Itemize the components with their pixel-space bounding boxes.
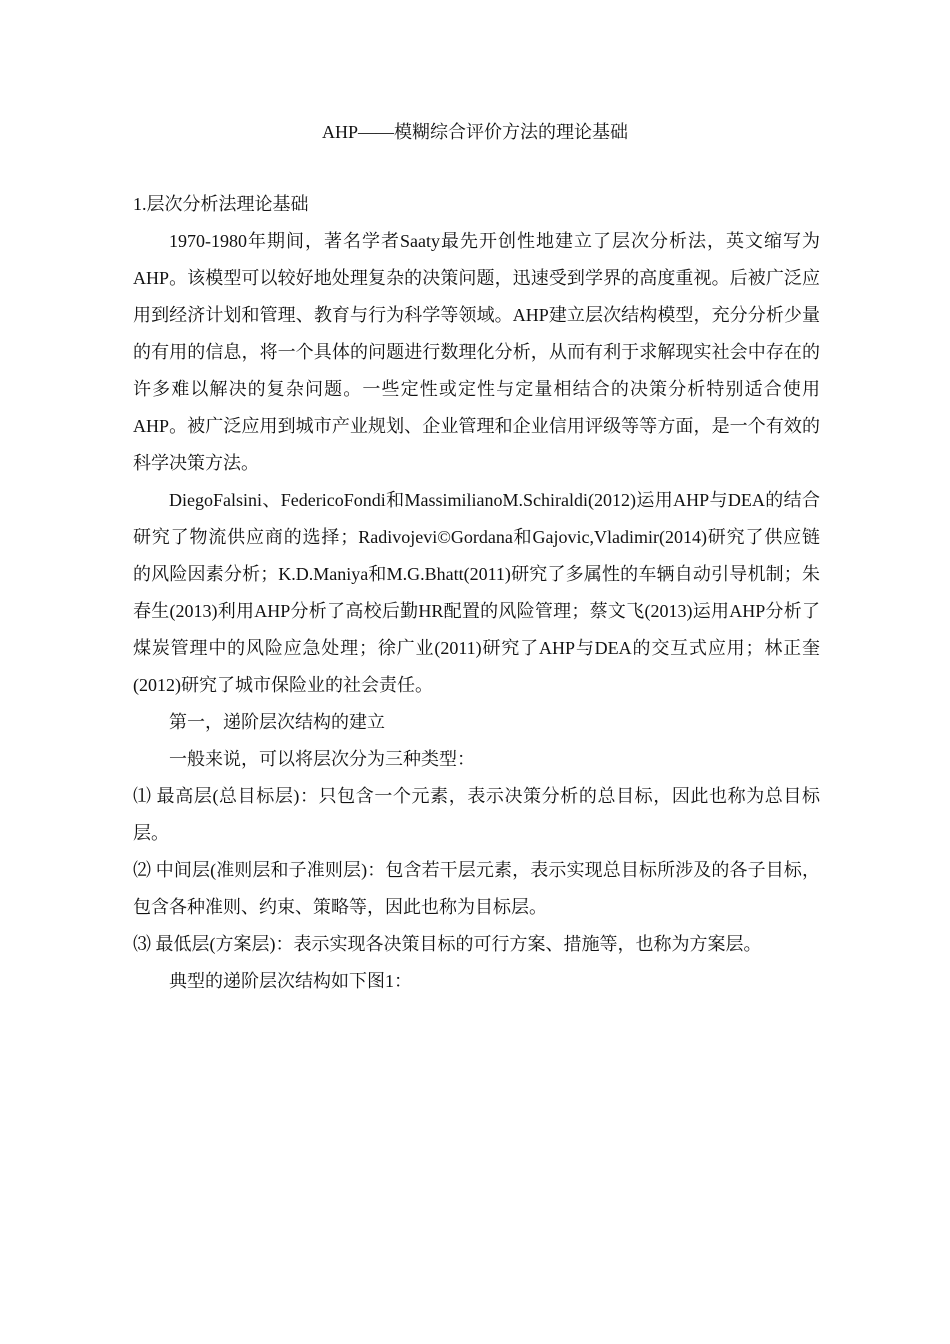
list-item-level-middle: ⑵ 中间层(准则层和子准则层)：包含若干层元素，表示实现总目标所涉及的各子目标，包含各种准则、约束、策略等，因此也称为目标层。 [133, 860, 820, 917]
paragraph-literature: DiegoFalsini、FedericoFondi和MassimilianoM.Schiraldi(2012)运用AHP与DEA的结合研究了物流供应商的选择；Radivojevi©Gordana和Gajovic,Vladimir(2014)研究了供应链的风险因素分析；K.D.Maniya和M.G.Bhatt(2011)研究了多属性的车辆自动引导机制；朱春生(2013)利用AHP分析了高校后勤HR配置的风险管理；蔡文飞(2013)运用AHP分析了煤炭管理中的风险应急处理；徐广业(2011)研究了AHP与DEA的交互式应用；林正奎(2012)研究了城市保险业的社会责任。 [133, 490, 820, 695]
document-title: AHP——模糊综合评价方法的理论基础 [321, 122, 628, 142]
paragraph-step-one: 第一，递阶层次结构的建立 [169, 712, 385, 732]
document-body [133, 186, 820, 1000]
paragraph-types-intro: 一般来说，可以将层次分为三种类型： [169, 749, 475, 769]
paragraph-figure-intro: 典型的递阶层次结构如下图1： [169, 971, 412, 991]
list-item-level-top: ⑴ 最高层(总目标层)：只包含一个元素，表示决策分析的总目标，因此也称为总目标层。 [133, 786, 820, 843]
paragraph-intro: 1970-1980年期间，著名学者Saaty最先开创性地建立了层次分析法，英文缩写为AHP。该模型可以较好地处理复杂的决策问题，迅速受到学界的高度重视。后被广泛应用到经济计划和管理、教育与行为科学等领域。AHP建立层次结构模型，充分分析少量的有用的信息，将一个具体的问题进行数理化分析，从而有利于求解现实社会中存在的许多难以解决的复杂问题。一些定性或定性与定量相结合的决策分析特别适合使用AHP。被广泛应用到城市产业规划、企业管理和企业信用评级等等方面，是一个有效的科学决策方法。 [133, 231, 820, 473]
section-heading: 1.层次分析法理论基础 [133, 194, 309, 214]
list-item-level-bottom: ⑶ 最低层(方案层)：表示实现各决策目标的可行方案、措施等，也称为方案层。 [133, 934, 762, 954]
